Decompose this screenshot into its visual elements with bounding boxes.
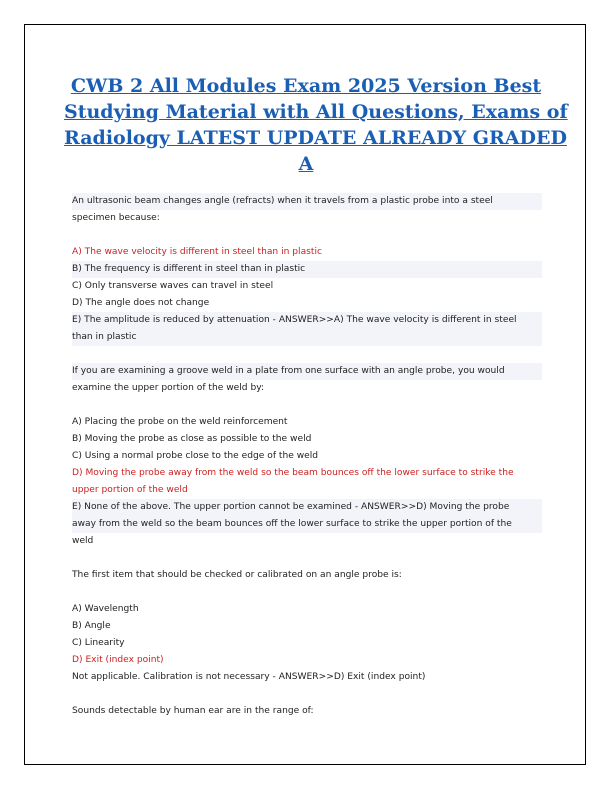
document-body — [72, 193, 542, 720]
spacer — [72, 550, 542, 567]
question-2-option-e: E) None of the above. The upper portion cannot be examined - ANSWER>>D) Moving the probe — [72, 499, 542, 516]
spacer — [72, 686, 542, 703]
question-2-option-c: C) Using a normal probe close to the edge of the weld — [72, 451, 319, 461]
question-2-text: If you are examining a groove weld in a plate from one surface with an angle probe, you would — [72, 363, 542, 380]
question-1-text: An ultrasonic beam changes angle (refracts) when it travels from a plastic probe into a steel — [72, 193, 542, 210]
title-line: A — [298, 153, 314, 175]
spacer — [72, 346, 542, 363]
question-1-option-e: E) The amplitude is reduced by attenuation - ANSWER>>A) The wave velocity is different in steel — [72, 312, 542, 329]
question-1-text: specimen because: — [72, 213, 160, 223]
spacer — [72, 584, 542, 601]
question-1-option-d: D) The angle does not change — [72, 298, 210, 308]
question-2-option-a: A) Placing the probe on the weld reinforcement — [72, 417, 288, 427]
question-2-option-d: upper portion of the weld — [72, 485, 188, 495]
title-line: CWB 2 All Modules Exam 2025 Version Best — [70, 75, 542, 97]
title-line: Studying Material with All Questions, Exams of — [64, 101, 568, 123]
spacer — [72, 227, 542, 244]
question-3-option-c: C) Linearity — [72, 638, 125, 648]
question-1-option-e: than in plastic — [72, 329, 542, 346]
question-2-text: examine the upper portion of the weld by: — [72, 383, 265, 393]
document-title — [64, 73, 568, 177]
question-3-option-e: Not applicable. Calibration is not necessary - ANSWER>>D) Exit (index point) — [72, 672, 426, 682]
question-2-option-b: B) Moving the probe as close as possible to the weld — [72, 434, 312, 444]
question-3-option-b: B) Angle — [72, 621, 111, 631]
question-2-option-e: away from the weld so the beam bounces off the lower surface to strike the upper portion of the — [72, 516, 542, 533]
question-2-option-d: D) Moving the probe away from the weld so the beam bounces off the lower surface to strike the — [72, 468, 514, 478]
question-2-option-e: weld — [72, 536, 94, 546]
question-3-text: The first item that should be checked or calibrated on an angle probe is: — [72, 570, 402, 580]
spacer — [72, 397, 542, 414]
question-1-option-a: A) The wave velocity is different in steel than in plastic — [72, 247, 322, 257]
question-1-option-c: C) Only transverse waves can travel in steel — [72, 281, 274, 291]
question-4-text: Sounds detectable by human ear are in the range of: — [72, 706, 314, 716]
question-1-option-b: B) The frequency is different in steel than in plastic — [72, 261, 542, 278]
question-3-option-d: D) Exit (index point) — [72, 655, 164, 665]
question-3-option-a: A) Wavelength — [72, 604, 139, 614]
title-line: Radiology LATEST UPDATE ALREADY GRADED — [64, 127, 567, 149]
